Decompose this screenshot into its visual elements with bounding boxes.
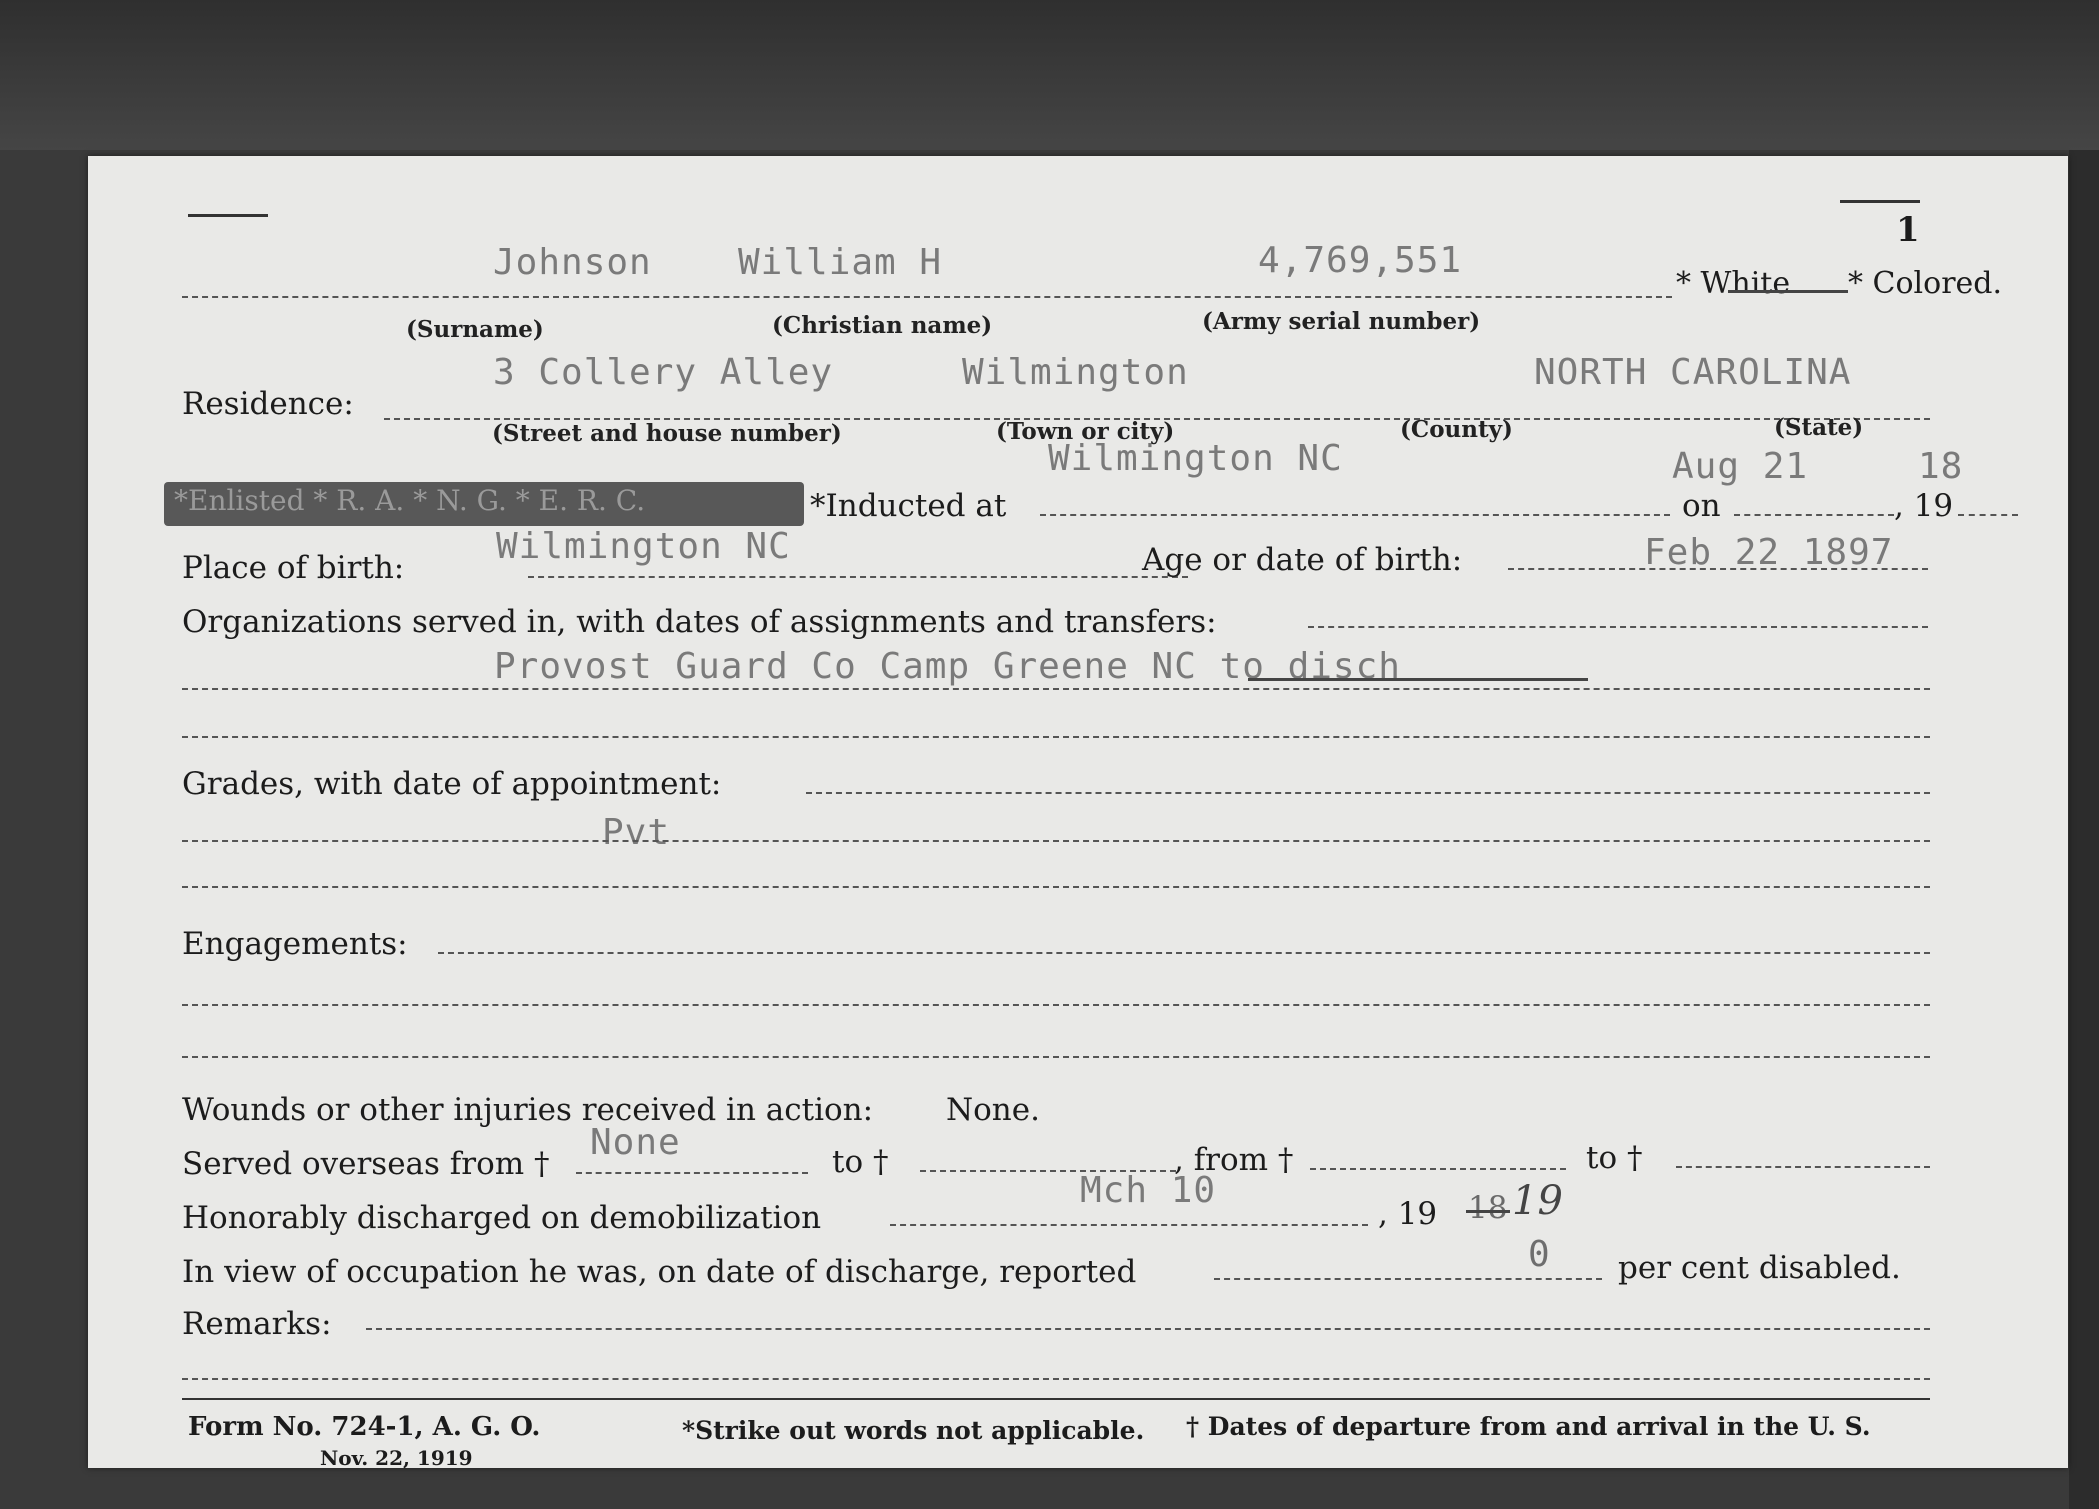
induction-year-line	[1958, 514, 2018, 516]
induction-on-label: on	[1682, 488, 1721, 524]
organizations-strikeout	[1248, 678, 1588, 681]
street-caption: (Street and house number)	[492, 420, 842, 447]
form-date: Nov. 22, 1919	[320, 1446, 473, 1470]
dates-note: † Dates of departure from and arrival in the U. S.	[1186, 1412, 1871, 1441]
inducted-at-label: *Inducted at	[810, 488, 1007, 524]
serial-number-value: 4,769,551	[1258, 240, 1463, 281]
organizations-value: Provost Guard Co Camp Greene NC to disch	[494, 646, 1401, 687]
surname-caption: (Surname)	[406, 316, 544, 343]
wounds-label: Wounds or other injuries received in action:	[182, 1092, 874, 1128]
grades-value: Pvt	[602, 812, 671, 853]
state-caption: (State)	[1774, 414, 1864, 441]
remarks-label: Remarks:	[182, 1306, 332, 1342]
overseas-from-line	[576, 1172, 808, 1174]
birth-place-label: Place of birth:	[182, 550, 405, 586]
town-value: Wilmington	[962, 352, 1189, 393]
age-label: Age or date of birth:	[1142, 542, 1463, 578]
overseas-label: Served overseas from †	[182, 1146, 550, 1182]
birth-place-value: Wilmington NC	[496, 526, 791, 567]
top-right-rule	[1840, 200, 1920, 203]
surname-value: Johnson	[493, 242, 652, 283]
organizations-line-2	[182, 688, 1930, 690]
scan-background-top	[0, 0, 2099, 150]
disability-value: 0	[1528, 1234, 1551, 1275]
race-option-colored: * Colored.	[1848, 266, 2003, 301]
grades-label: Grades, with date of appointment:	[182, 766, 722, 802]
disability-label: In view of occupation he was, on date of discharge, reported	[182, 1254, 1137, 1290]
overseas-to2-line	[1676, 1166, 1930, 1168]
disability-line	[1214, 1278, 1602, 1280]
white-strikeout	[1728, 290, 1848, 293]
induction-year-value: 18	[1918, 446, 1964, 487]
top-left-rule	[188, 214, 268, 217]
inducted-place-value: Wilmington NC	[1048, 438, 1343, 479]
state-value: NORTH CAROLINA	[1534, 352, 1852, 393]
remarks-line-1	[366, 1328, 1930, 1330]
serial-number-caption: (Army serial number)	[1202, 308, 1481, 335]
discharge-label: Honorably discharged on demobilization	[182, 1200, 822, 1236]
induction-year-prefix: , 19	[1894, 488, 1954, 524]
overseas-from2-line	[1310, 1168, 1566, 1170]
engagements-line-3	[182, 1056, 1930, 1058]
form-number: Form No. 724-1, A. G. O.	[188, 1412, 541, 1442]
discharge-year-prefix: , 19	[1378, 1196, 1438, 1232]
overseas-from-value: None	[590, 1122, 681, 1163]
birth-date-value: Feb 22 1897	[1644, 532, 1894, 573]
town-caption: (Town or city)	[996, 418, 1175, 445]
overseas-from2-label: , from †	[1174, 1142, 1294, 1178]
christian-name-caption: (Christian name)	[772, 312, 993, 339]
enlisted-options-struck	[164, 482, 804, 526]
inducted-at-line	[1040, 514, 1670, 516]
engagements-label: Engagements:	[182, 926, 408, 962]
wounds-value: None.	[946, 1092, 1040, 1128]
overseas-to2-label: to †	[1586, 1140, 1643, 1176]
residence-label: Residence:	[182, 386, 354, 422]
street-value: 3 Collery Alley	[493, 352, 834, 393]
discharge-year-handwritten: 19	[1512, 1178, 1563, 1224]
engagements-line-1	[438, 952, 1930, 954]
footer-rule	[182, 1398, 1930, 1400]
age-line	[1508, 568, 1928, 570]
enlisted-options-text: *Enlisted * R. A. * N. G. * E. R. C.	[174, 484, 646, 517]
card-number: 1	[1896, 210, 1920, 250]
induction-date-value: Aug 21	[1672, 446, 1809, 487]
name-line	[182, 296, 1672, 298]
grades-line-2	[182, 840, 1930, 842]
discharge-year-struck: 18	[1468, 1190, 1508, 1226]
overseas-to-label: to †	[832, 1144, 889, 1180]
race-option-white: * White	[1676, 266, 1791, 301]
scan-background-right	[2069, 150, 2099, 1509]
grades-line-1	[806, 792, 1930, 794]
organizations-line-3	[182, 736, 1930, 738]
disability-suffix: per cent disabled.	[1618, 1250, 1901, 1286]
discharge-date-line	[890, 1224, 1368, 1226]
organizations-line-1	[1308, 626, 1928, 628]
organizations-label: Organizations served in, with dates of assignments and transfers:	[182, 604, 1217, 640]
induction-date-line	[1734, 514, 1894, 516]
county-caption: (County)	[1400, 416, 1513, 443]
discharge-date-value: Mch 10	[1080, 1170, 1217, 1211]
grades-line-3	[182, 886, 1930, 888]
christian-name-value: William H	[738, 242, 943, 283]
strike-note: *Strike out words not applicable.	[682, 1416, 1145, 1445]
service-record-card	[88, 156, 2068, 1468]
birth-place-line	[528, 576, 1188, 578]
discharge-year-strikeout	[1466, 1210, 1510, 1213]
engagements-line-2	[182, 1004, 1930, 1006]
remarks-line-2	[182, 1378, 1930, 1380]
